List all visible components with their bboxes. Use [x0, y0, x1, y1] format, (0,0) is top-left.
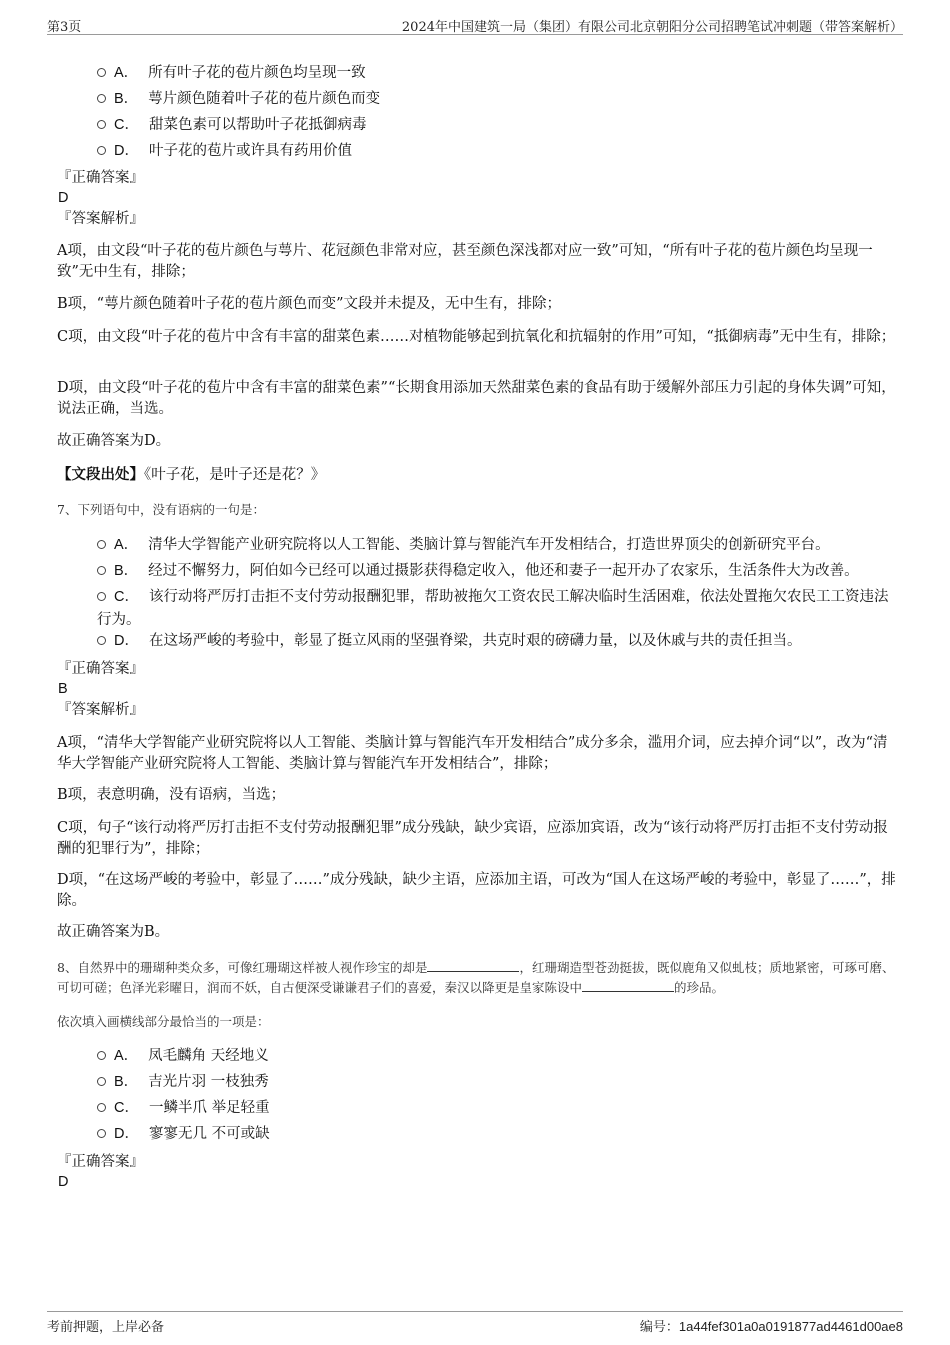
q8-answer: D	[58, 1174, 69, 1190]
q7-analysis-c: C项，句子“该行动将严厉打击拒不支付劳动报酬犯罪”成分残缺，缺少宾语，应添加宾语，改为“该行动将严厉打击拒不支付劳动报酬的犯罪行为”，排除；	[57, 820, 888, 857]
radio-icon[interactable]	[97, 592, 106, 601]
q6-analysis-label: 『答案解析』	[57, 211, 144, 227]
q6-conclusion: 故正确答案为D。	[57, 433, 171, 449]
radio-icon[interactable]	[97, 636, 106, 645]
q8-option-c[interactable]: C． 一鳞半爪 举足轻重	[97, 1097, 897, 1120]
radio-icon[interactable]	[97, 146, 106, 155]
q7-question: 7、下列语句中，没有语病的一句是：	[57, 502, 265, 517]
radio-icon[interactable]	[97, 1051, 106, 1060]
q6-option-d[interactable]: D． 叶子花的苞片或许具有药用价值	[97, 140, 897, 163]
radio-icon[interactable]	[97, 120, 106, 129]
q6-analysis-b: B项，“萼片颜色随着叶子花的苞片颜色而变”文段并未提及，无中生有，排除；	[57, 296, 561, 312]
footer-slogan: 考前押题，上岸必备	[47, 1320, 165, 1335]
q6-option-a[interactable]: A． 所有叶子花的苞片颜色均呈现一致	[97, 62, 897, 85]
q7-analysis-d: D项，“在这场严峻的考验中，彰显了……”成分残缺，缺少主语，应添加主语，可改为“国人在这场严峻的考验中，彰显了……”，排除。	[57, 872, 896, 909]
q8-option-a[interactable]: A． 凤毛麟角 天经地义	[97, 1045, 897, 1068]
q8-option-d[interactable]: D． 寥寥无几 不可或缺	[97, 1123, 897, 1146]
q6-option-c[interactable]: C． 甜菜色素可以帮助叶子花抵御病毒	[97, 114, 897, 137]
q6-source-title: 《叶子花，是叶子还是花？》	[144, 467, 326, 483]
page-header	[47, 14, 903, 35]
q7-option-c[interactable]: C． 该行动将严厉打击拒不支付劳动报酬犯罪，帮助被拖欠工资农民工解决临时生活困难，依法处置拖欠农民工工资违法行为。	[97, 589, 889, 628]
q6-analysis-a: A项，由文段“叶子花的苞片颜色与萼片、花冠颜色非常对应，甚至颜色深浅都对应一致”可知，“所有叶子花的苞片颜色均呈现一致”无中生有，排除；	[57, 243, 873, 280]
radio-icon[interactable]	[97, 1077, 106, 1086]
radio-icon[interactable]	[97, 1103, 106, 1112]
q8-option-b[interactable]: B． 吉光片羽 一枝独秀	[97, 1071, 897, 1094]
document-title: 2024年中国建筑一局（集团）有限公司北京朝阳分公司招聘笔试冲刺题（带答案解析）	[401, 20, 903, 35]
page-footer	[47, 1311, 903, 1336]
q7-analysis-label: 『答案解析』	[57, 702, 144, 718]
radio-icon[interactable]	[97, 94, 106, 103]
q6-source	[57, 464, 897, 486]
q7-answer-label: 『正确答案』	[57, 661, 144, 677]
q7-option-b[interactable]: B． 经过不懈努力，阿伯如今已经可以通过摄影获得稳定收入，他还和妻子一起开办了农家乐，生活条件大为改善。	[97, 560, 897, 583]
q6-answer-label: 『正确答案』	[57, 170, 144, 186]
q6-analysis-c: C项，由文段“叶子花的苞片中含有丰富的甜菜色素……对植物能够起到抗氧化和抗辐射的作用”可知，“抵御病毒”无中生有，排除；	[57, 329, 896, 345]
radio-icon[interactable]	[97, 540, 106, 549]
q7-option-d[interactable]: D． 在这场严峻的考验中，彰显了挺立风雨的坚强脊梁，共克时艰的磅礴力量，以及休戚与共的责任担当。	[97, 630, 897, 653]
radio-icon[interactable]	[97, 1129, 106, 1138]
radio-icon[interactable]	[97, 68, 106, 77]
q7-option-a[interactable]: A． 清华大学智能产业研究院将以人工智能、类脑计算与智能汽车开发相结合，打造世界顶尖的创新研究平台。	[97, 534, 897, 557]
q7-answer: B	[58, 681, 68, 697]
q6-option-b[interactable]: B． 萼片颜色随着叶子花的苞片颜色而变	[97, 88, 897, 111]
q8-question: 8、自然界中的珊瑚种类众多，可像红珊瑚这样被人视作珍宝的却是 ，红珊瑚造型苍劲挺拔，既似鹿角又似虬枝；质地紧密，可琢可磨、可切可磋；色泽光彩曜日，润而不妖，自古便深受谦谦君子们的喜爱，秦汉以降更是皇家陈设中 的珍品。	[57, 960, 895, 995]
radio-icon[interactable]	[97, 566, 106, 575]
q6-source-label: 【文段出处】	[57, 466, 144, 483]
q7-analysis-a: A项，“清华大学智能产业研究院将以人工智能、类脑计算与智能汽车开发相结合”成分多余，滥用介词，应去掉介词“以”，改为“清华大学智能产业研究院将人工智能、类脑计算与智能汽车开发相结合”，排除；	[57, 735, 888, 772]
q6-analysis-d: D项，由文段“叶子花的苞片中含有丰富的甜菜色素”“长期食用添加天然甜菜色素的食品有助于缓解外部压力引起的身体失调”可知，说法正确，当选。	[57, 380, 896, 417]
q8-instruction: 依次填入画横线部分最恰当的一项是：	[57, 1014, 270, 1029]
page-number: 第3页	[47, 20, 82, 35]
q7-analysis-b: B项，表意明确，没有语病，当选；	[57, 787, 286, 803]
q6-answer: D	[58, 190, 69, 206]
blank-line-2	[582, 979, 674, 992]
document-code: 编号：1a44fef301a0a0191877ad4461d00ae8	[639, 1319, 903, 1335]
q7-conclusion: 故正确答案为B。	[57, 924, 170, 940]
q8-answer-label: 『正确答案』	[57, 1154, 144, 1170]
blank-line-1	[427, 959, 519, 972]
